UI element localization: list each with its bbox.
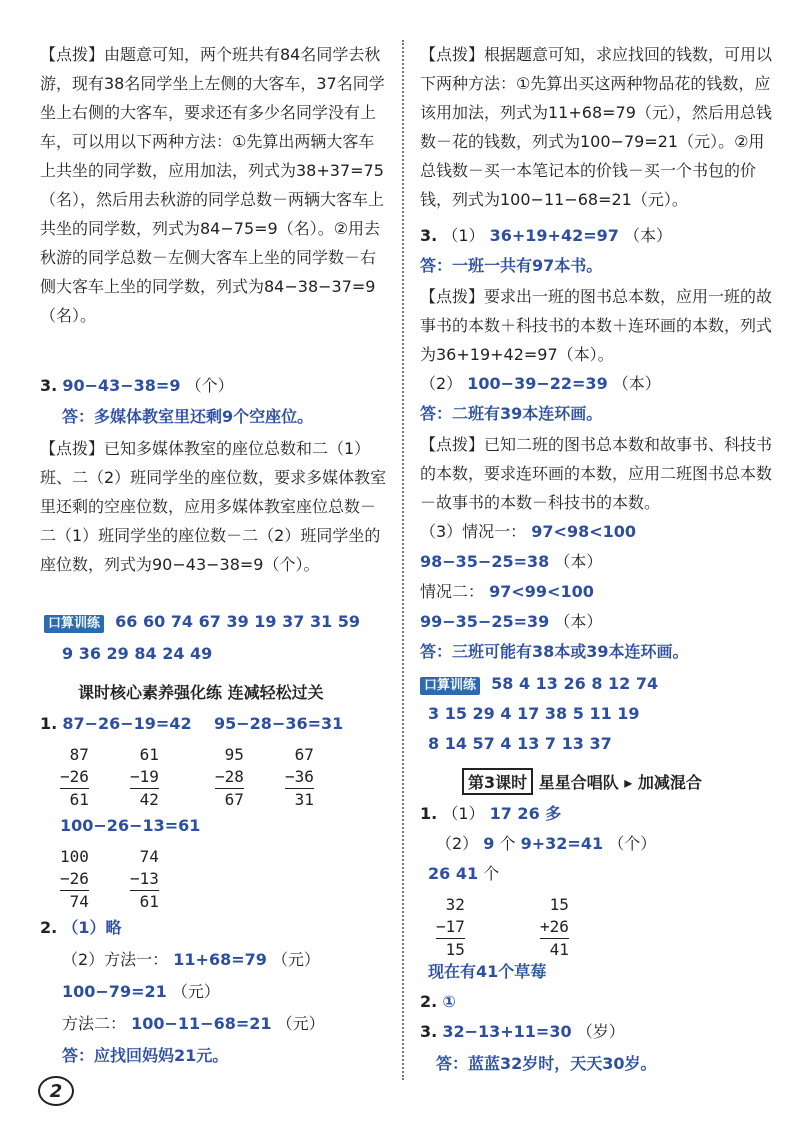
question-1: 1. 87−26−19=42 [40,714,192,733]
vertical-calc-8: 15 +26 41 [540,895,569,959]
vertical-calc-6: 74 −13 61 [130,847,159,911]
question-2: 2. （1）略 [40,918,122,937]
question-2-method1: （2）方法一： 11+68=79 （元） [62,950,320,969]
lesson-number-box: 第3课时 [462,768,533,795]
right-question-2: 2. ① [420,992,456,1011]
hint-block-right-2: 【点拨】要求出一班的图书总本数，应用一班的故事书的本数＋科技书的本数＋连环画的本数，列式为36+19+42=97（本）。 [420,287,773,364]
section-title: 课时核心素养强化练 连减轻松过关 [78,683,324,702]
answer-2: 答：应找回妈妈21元。 [62,1046,229,1065]
case2-calc: 99−35−25=39 （本） [420,612,603,631]
right-oral-line3: 8 14 57 4 13 7 13 37 [428,734,612,753]
case2: 情况二： 97<99<100 [420,582,594,601]
hint-paragraph: 【点拨】由题意可知，两个班共有84名同学去秋游，现有38名同学坐上左侧的大客车，37名同学坐上右侧的大客车，要求还有多少名同学没有上车，可以用以下两种方法：①先算出两辆大客车上共坐的同学数，应用加法，列式为38+37=75（名），然后用去秋游的同学总数－两辆大客车上共坐的同学数，列式为84−75=9（名）。②用去秋游的同学总数－左侧大客车上坐的同学数－右侧大客车上坐的同学数，列式为84−38−37=9（名）。 [40,45,385,325]
vertical-calc-5: 100 −26 74 [60,847,89,911]
oral-training-line2: 9 36 29 84 24 49 [62,644,213,663]
vertical-calc-7: 32 −17 15 [436,895,465,959]
question-1-eq2: 95−28−36=31 [214,714,344,733]
right-question-3-1: 3. （1） 36+19+42=97 （本） [420,226,672,245]
right-answer-3-2: 答：二班有39本连环画。 [420,404,603,423]
vertical-calc-2: 61 −19 42 [130,745,159,809]
page-number: 2 [38,1076,74,1106]
column-divider [402,40,404,1080]
oral-training-tag: 口算训练 [44,615,104,633]
lesson-title: 第3课时 星星合唱队 ▸ 加减混合 [462,768,702,795]
oral-training-tag: 口算训练 [420,677,480,695]
case1-calc: 98−35−25=38 （本） [420,552,603,571]
right-answer-1: 现在有41个草莓 [428,962,547,981]
right-question-3-3: （3）情况一： 97<98<100 [420,522,637,541]
oral-training: 口算训练 66 60 74 67 39 19 37 31 59 [44,612,360,633]
right-question-3: 3. 32−13+11=30 （岁） [420,1022,625,1041]
vertical-calc-4: 67 −36 31 [285,745,314,809]
answer-3: 答：多媒体教室里还剩9个空座位。 [62,407,314,426]
hint-paragraph-right: 【点拨】根据题意可知，求应找回的钱数，可用以下两种方法：①先算出买这两种物品花的钱数，应该用加法，列式为11+68=79（元），然后用总钱数－花的钱数，列式为100−79=21（元）。②用总钱数－买一本笔记本的价钱－买一个书包的价钱，列式为100−11−68=21（元）。 [420,45,773,209]
question-2-step2: 100−79=21 （元） [62,982,220,1001]
left-column [40,40,390,330]
right-answer-3: 答：蓝蓝32岁时，天天30岁。 [436,1054,657,1073]
right-oral-line2: 3 15 29 4 17 38 5 11 19 [428,704,640,723]
question-2-method2: 方法二： 100−11−68=21 （元） [62,1014,325,1033]
right-question-3-2: （2） 100−39−22=39 （本） [420,374,661,393]
right-answer-3-3: 答：三班可能有38本或39本连环画。 [420,642,689,661]
right-column [420,40,780,214]
hint-block-right-3: 【点拨】已知二班的图书总本数和故事书、科技书的本数，要求连环画的本数，应用二班图书总本数－故事书的本数－科技书的本数。 [420,435,773,512]
vertical-calc-1: 87 −26 61 [60,745,89,809]
hint-block-2: 【点拨】已知多媒体教室的座位总数和二（1）班、二（2）班同学坐的座位数，要求多媒体教室里还剩的空座位数，应用多媒体教室座位总数－二（1）班同学坐的座位数－二（2）班同学坐的座位数，列式为90−43−38=9（个）。 [40,439,387,574]
right-question-1-1: 1. （1） 17 26 多 [420,804,562,823]
vertical-calc-3: 95 −28 67 [215,745,244,809]
right-question-1-3: 26 41 个 [428,864,500,883]
right-answer-3-1: 答：一班一共有97本书。 [420,256,603,275]
right-oral-training: 口算训练 58 4 13 26 8 12 74 [420,674,658,695]
right-question-1-2: （2） 9 个 9+32=41 （个） [436,834,657,853]
question-1-eq3: 100−26−13=61 [60,816,201,835]
question-3: 3. 90−43−38=9 （个） [40,376,234,395]
